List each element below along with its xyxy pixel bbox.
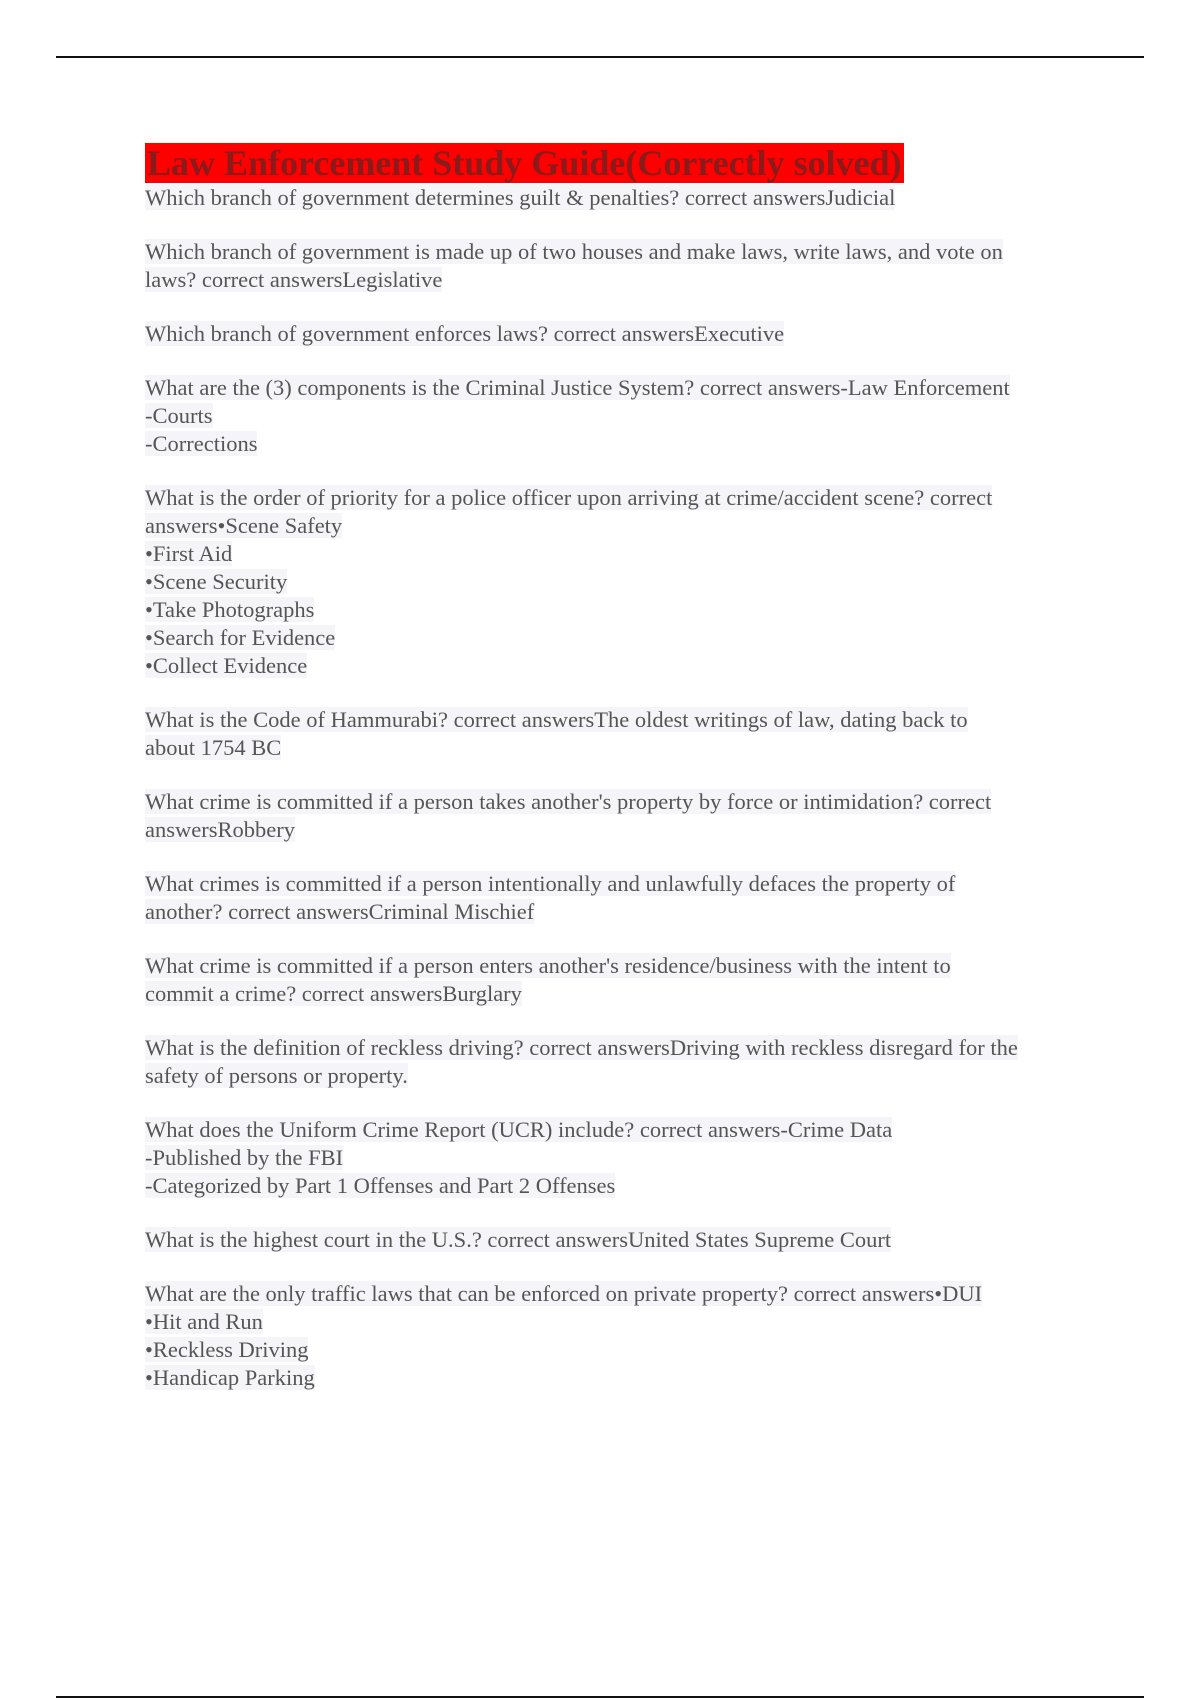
qa-line-text: Which branch of government is made up of two houses and make laws, write laws, and vote on [145,239,1003,264]
qa-line-text: answers•Scene Safety [145,513,343,538]
qa-line-text: What are the only traffic laws that can be enforced on private property? correct answers•DUI [145,1281,983,1306]
qa-line-text: What is the order of priority for a police officer upon arriving at crime/accident scene? correct [145,485,993,510]
qa-line-text: What crimes is committed if a person intentionally and unlawfully defaces the property of [145,871,956,896]
qa-line-text: What does the Uniform Crime Report (UCR) include? correct answers-Crime Data [145,1117,893,1142]
qa-line [145,1062,1090,1090]
qa-entry [145,184,1090,212]
qa-entry [145,374,1090,458]
qa-line-text: -Courts [145,403,213,428]
qa-line-text: What are the (3) components is the Criminal Justice System? correct answers-Law Enforcement [145,375,1010,400]
qa-entry [145,238,1090,294]
qa-line [145,320,1090,348]
qa-line [145,1116,1090,1144]
qa-line [145,1336,1090,1364]
qa-line [145,652,1090,680]
qa-entry [145,1226,1090,1254]
qa-line [145,1308,1090,1336]
qa-line-text: What crime is committed if a person takes another's property by force or intimidation? correct [145,789,992,814]
qa-entry [145,1280,1090,1392]
qa-entry [145,1034,1090,1090]
qa-line-text: •Handicap Parking [145,1365,315,1390]
qa-line [145,266,1090,294]
qa-line-text: laws? correct answersLegislative [145,267,443,292]
qa-line [145,402,1090,430]
qa-entry [145,870,1090,926]
qa-line-text: What is the definition of reckless driving? correct answersDriving with reckless disregard for the [145,1035,1018,1060]
qa-line-text: about 1754 BC [145,735,282,760]
qa-line-text: What is the highest court in the U.S.? correct answersUnited States Supreme Court [145,1227,892,1252]
qa-line-text: •Collect Evidence [145,653,308,678]
qa-line-text: •Reckless Driving [145,1337,309,1362]
qa-line [145,816,1090,844]
document-body [145,143,1090,1418]
qa-line-text: another? correct answersCriminal Mischief [145,899,535,924]
qa-line [145,624,1090,652]
qa-line [145,788,1090,816]
qa-line-text: •Scene Security [145,569,288,594]
qa-entry [145,706,1090,762]
qa-line [145,898,1090,926]
qa-entry [145,1116,1090,1200]
header-rule [56,56,1144,58]
qa-line-text: Which branch of government determines guilt & penalties? correct answersJudicial [145,185,896,210]
qa-line [145,184,1090,212]
qa-line-text: What crime is committed if a person enters another's residence/business with the intent to [145,953,951,978]
qa-line-text: Which branch of government enforces laws? correct answersExecutive [145,321,785,346]
qa-list [145,184,1090,1392]
qa-line-text: -Categorized by Part 1 Offenses and Part 2 Offenses [145,1173,616,1198]
qa-line-text: •Hit and Run [145,1309,263,1334]
qa-line [145,484,1090,512]
qa-line [145,238,1090,266]
qa-entry [145,788,1090,844]
qa-entry [145,320,1090,348]
qa-line [145,1226,1090,1254]
qa-line [145,430,1090,458]
qa-line [145,1144,1090,1172]
qa-line [145,870,1090,898]
qa-entry [145,484,1090,680]
qa-line [145,512,1090,540]
qa-line [145,596,1090,624]
qa-line [145,1172,1090,1200]
qa-line [145,706,1090,734]
qa-entry [145,952,1090,1008]
qa-line [145,734,1090,762]
qa-line-text: -Published by the FBI [145,1145,344,1170]
footer-rule [56,1696,1144,1698]
qa-line-text: answersRobbery [145,817,295,842]
qa-line-text: •First Aid [145,541,233,566]
document-title: Law Enforcement Study Guide(Correctly solved) [147,143,902,183]
qa-line-text: What is the Code of Hammurabi? correct answersThe oldest writings of law, dating back to [145,707,968,732]
qa-line-text: •Take Photographs [145,597,315,622]
qa-line [145,1034,1090,1062]
qa-line-text: safety of persons or property. [145,1063,408,1088]
qa-line [145,540,1090,568]
qa-line [145,374,1090,402]
qa-line [145,1280,1090,1308]
qa-line [145,1364,1090,1392]
qa-line-text: -Corrections [145,431,258,456]
qa-line [145,980,1090,1008]
qa-line-text: •Search for Evidence [145,625,336,650]
qa-line-text: commit a crime? correct answersBurglary [145,981,522,1006]
qa-line [145,952,1090,980]
qa-line [145,568,1090,596]
